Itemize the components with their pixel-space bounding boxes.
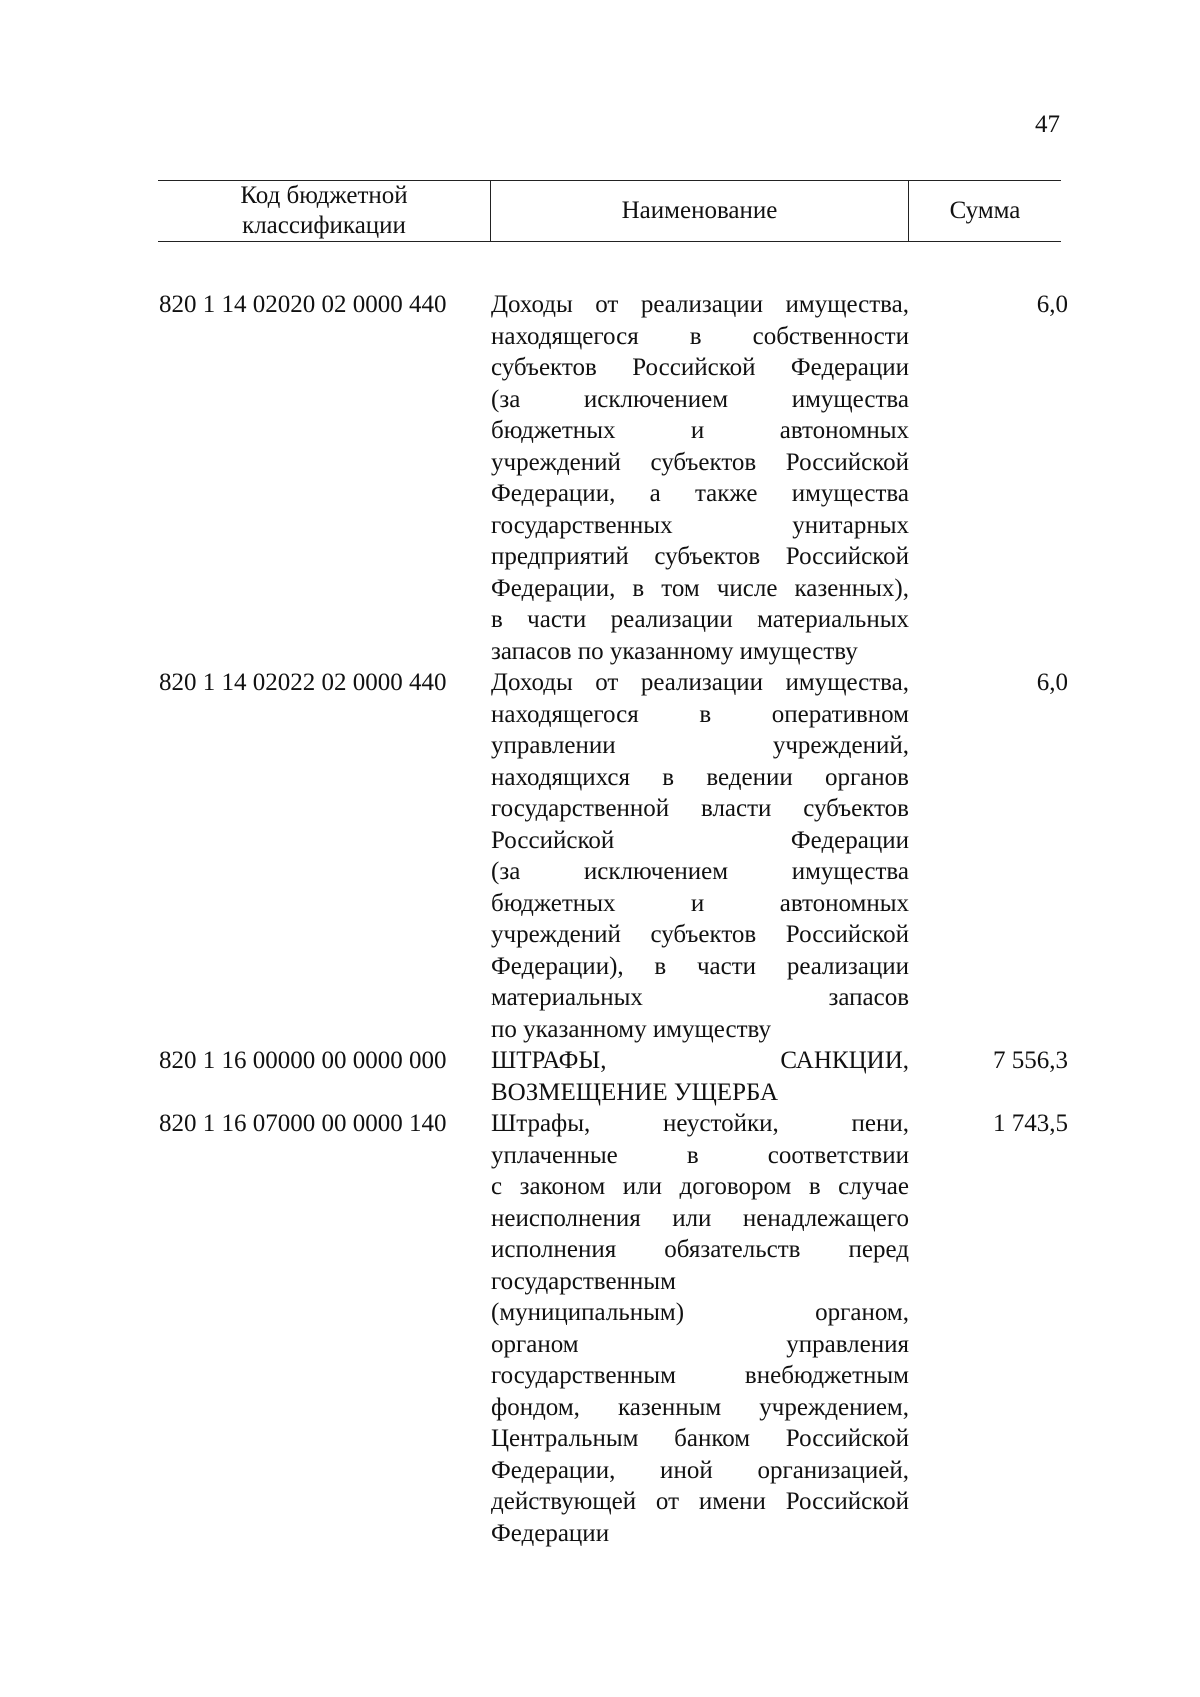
row-sum: 1 743,5	[993, 1110, 1068, 1137]
row-name-line: фондом, казенным учреждением,	[491, 1393, 909, 1421]
row-code: 820 1 16 00000 00 0000 000	[159, 1047, 447, 1074]
row-name-line: запасов по указанному имуществу	[491, 637, 858, 665]
header-sum: Сумма	[949, 197, 1021, 224]
row-sum: 6,0	[1036, 669, 1068, 696]
page-number: 47	[1035, 111, 1060, 138]
row-name-line: Федерации, иной организацией,	[491, 1456, 909, 1484]
row-name-line: ШТРАФЫ, САНКЦИИ,	[491, 1047, 909, 1074]
row-name	[491, 1108, 909, 1549]
row-name-line: с законом или договором в случае	[491, 1173, 909, 1200]
header-name: Наименование	[491, 181, 909, 241]
row-name-line: государственным	[491, 1267, 676, 1295]
row-name-line: ВОЗМЕЩЕНИЕ УЩЕРБА	[491, 1078, 779, 1106]
row-name-line: Российской Федерации	[491, 826, 909, 854]
table-row	[158, 289, 1068, 667]
table-row	[158, 667, 1068, 1045]
row-name-line: Федерации	[491, 1519, 610, 1547]
row-name-line: предприятий субъектов Российской	[491, 543, 909, 570]
row-name-line: бюджетных и автономных	[491, 889, 909, 917]
row-name-line: уплаченные в соответствии	[491, 1141, 909, 1169]
row-name	[491, 1045, 909, 1108]
row-sum: 7 556,3	[993, 1047, 1068, 1074]
row-name-line: неисполнения или ненадлежащего	[491, 1204, 909, 1232]
row-name-line: находящихся в ведении органов	[491, 763, 909, 791]
table-header	[158, 180, 1061, 242]
row-name-line: Штрафы, неустойки, пени,	[491, 1110, 909, 1137]
row-name-line: (муниципальным) органом,	[491, 1299, 909, 1326]
row-name-line: бюджетных и автономных	[491, 417, 909, 444]
row-name-line: в части реализации материальных	[491, 606, 909, 633]
row-name-line: находящегося в оперативном	[491, 700, 909, 728]
row-name-line: по указанному имуществу	[491, 1015, 771, 1043]
row-name-line: (за исключением имущества	[491, 385, 909, 413]
row-name-line: управлении учреждений,	[491, 732, 909, 759]
row-name-line: Федерации), в части реализации	[491, 952, 909, 980]
row-name-line: действующей от имени Российской	[491, 1488, 909, 1515]
header-code: Код бюджетной классификации	[158, 181, 491, 241]
row-name-line: государственной власти субъектов	[491, 795, 909, 822]
row-name-line: Федерации, а также имущества	[491, 480, 909, 507]
row-name-line: Доходы от реализации имущества,	[491, 291, 909, 318]
row-name-line: находящегося в собственности	[491, 322, 909, 350]
row-name-line: Центральным банком Российской	[491, 1425, 909, 1452]
row-name-line: субъектов Российской Федерации	[491, 354, 909, 381]
row-code: 820 1 14 02020 02 0000 440	[159, 291, 447, 318]
row-name-line: государственным внебюджетным	[491, 1362, 909, 1389]
table-row	[158, 1045, 1068, 1108]
row-name-line: Доходы от реализации имущества,	[491, 669, 909, 696]
row-name-line: (за исключением имущества	[491, 858, 909, 885]
row-name-line: исполнения обязательств перед	[491, 1236, 909, 1263]
table-row	[158, 1108, 1068, 1549]
row-name-line: государственных унитарных	[491, 511, 909, 539]
row-name-line: учреждений субъектов Российской	[491, 921, 909, 948]
row-name-line: учреждений субъектов Российской	[491, 448, 909, 476]
row-name-line: материальных запасов	[491, 984, 909, 1011]
row-name-line: органом управления	[491, 1330, 909, 1358]
row-code: 820 1 16 07000 00 0000 140	[159, 1110, 447, 1137]
row-name-line: Федерации, в том числе казенных),	[491, 574, 909, 602]
row-name	[491, 667, 909, 1045]
table-body	[158, 289, 1068, 1549]
row-sum: 6,0	[1036, 291, 1068, 318]
row-name	[491, 289, 909, 667]
row-code: 820 1 14 02022 02 0000 440	[159, 669, 447, 696]
